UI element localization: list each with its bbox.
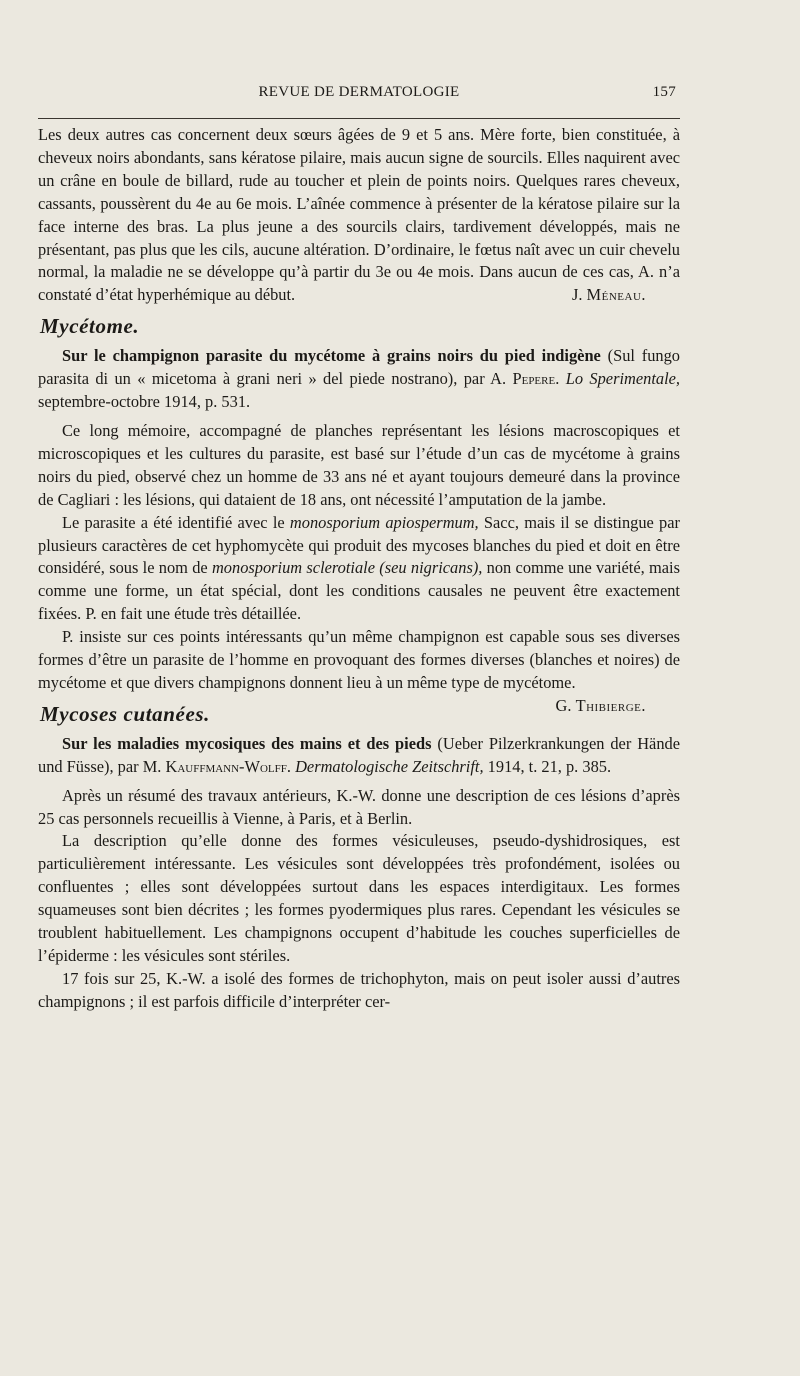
intro-paragraph-text: Les deux autres cas concernent deux sœurs âgées de 9 et 5 ans. Mère forte, bien constituée, à cheveux noirs abondants, sans kératose pilaire, mais aucun signe de sourcils. Elles naquirent avec un crâne en boule de billard, rude au toucher et plein de points noirs. Quelques rares cheveux, cassants, poussèrent du 4e au 6e mois. L’aînée commence à présenter de la kératose pilaire sur la face interne des bras. La plus jeune a des sourcils clairs, tardivement développés, mais ne présentant, pas plus que les cils, aucune altération. D’ordinaire, le fœtus naît avec un cuir chevelu normal, la maladie ne se développe qu’à partir du 3e ou 4e mois. Dans aucun de ces cas, A. n’a constaté d’état hyperhémique au début. [38,125,680,305]
mycetome-signature-initial: G. [555,695,572,715]
mycetome-signature [532,695,646,718]
mycoses-paragraph-1: Après un résumé des travaux antérieurs, K.-W. donne une description de ces lésions d’après 25 cas personnels recueillis à Vienne, à Paris, et à Berlin. [38,785,680,828]
mycoses-citation: 1914, t. 21, p. 385. [483,756,612,776]
mycetome-signature-name: Thibierge. [575,695,646,715]
running-title: REVUE DE DERMATOLOGIE [258,84,460,100]
mycoses-title-rest-2: . [286,756,296,776]
intro-signature-name: Méneau. [586,285,646,305]
mycetome-title-rest-1: (Sul fungo parasita di un « micetoma à grani neri » del piede nostrano), par A. [38,346,680,389]
mycetome-article-title [38,345,680,414]
mycetome-paragraph-2 [38,512,680,627]
running-head [38,84,680,106]
mycoses-article-title [38,733,680,779]
mycoses-title-rest-1: (Ueber Pilzerkrankungen der Hände und Füsse), par M. [38,733,680,776]
mycetome-p2-c: non comme une variété, mais comme une forme, un état spécial, dont les conditions causales ne peuvent être exactement fixées. P. en fait une étude très détaillée. [38,558,680,624]
mycoses-journal: Dermatologische Zeitschrift, [295,756,484,776]
mycetome-title-bold: Sur le champignon parasite du mycétome à grains noirs du pied indigène [62,346,601,366]
mycetome-species-2: monosporium sclerotiale (seu nigricans), [211,558,483,578]
mycetome-citation: septembre-octobre 1914, p. 531. [38,392,251,412]
mycetome-title-rest-2: . [555,369,566,389]
mycetome-journal: Lo Sperimentale, [565,369,680,389]
mycetome-p2-a: Le parasite a été identifié avec le [62,512,290,532]
mycetome-species-1: monosporium apiospermum, [289,512,479,532]
section-heading-mycoses: Mycoses cutanées. [40,701,211,726]
page-number: 157 [652,84,676,100]
mycetome-p2-b: Sacc, mais il se distingue par plusieurs caractères de cet hyphomycète qui produit des mycoses blanches du pied et doit en être considéré, sous le nom de [38,512,680,578]
mycoses-paragraph-3: 17 fois sur 25, K.-W. a isolé des formes de trichophyton, mais on peut isoler aussi d’autres champignons ; il est parfois difficile d’interpréter cer- [38,968,680,1011]
header-rule [38,118,680,119]
mycoses-title-bold: Sur les maladies mycosiques des mains et des pieds [62,733,432,753]
mycetome-p3-text: P. insiste sur ces points intéressants qu’un même champignon est capable sous ses diverses formes d’être un parasite de l’homme en provoquant des formes diverses (blanches et noires) de mycétome et que divers champignons donnent lieu à un même type de mycétome. [38,627,680,692]
body-text [38,124,680,1014]
mycoses-paragraph-2: La description qu’elle donne des formes vésiculeuses, pseudo-dyshidrosiques, est particulièrement intéressante. Les vésicules sont développées très profondément, isolées ou confluentes ; elles sont développées surtout dans les espaces interdigitaux. Les formes squameuses sont bien décrites ; les formes pyodermiques plus rares. Cependant les vésicules se troublent habituellement. Les champignons occupent d’habitude les couches superficielles de l’épiderme : les vésicules sont stériles. [38,831,680,965]
mycetome-author: Pepere [512,369,556,389]
intro-signature [572,284,646,307]
intro-paragraph [38,124,680,307]
mycoses-author: Kauffmann-Wolff [165,756,287,776]
intro-signature-initial: J. [571,285,583,305]
section-heading-mycetome: Mycétome. [40,314,140,339]
mycetome-paragraph-1: Ce long mémoire, accompagné de planches représentant les lésions macroscopiques et microscopiques et les cultures du parasite, est basé sur l’étude d’un cas de mycétome à grains noirs du pied, observé chez un homme de 33 ans né et ayant toujours demeuré dans la province de Cagliari : les lésions, qui dataient de 18 ans, ont nécessité l’amputation de la jambe. [38,420,680,509]
